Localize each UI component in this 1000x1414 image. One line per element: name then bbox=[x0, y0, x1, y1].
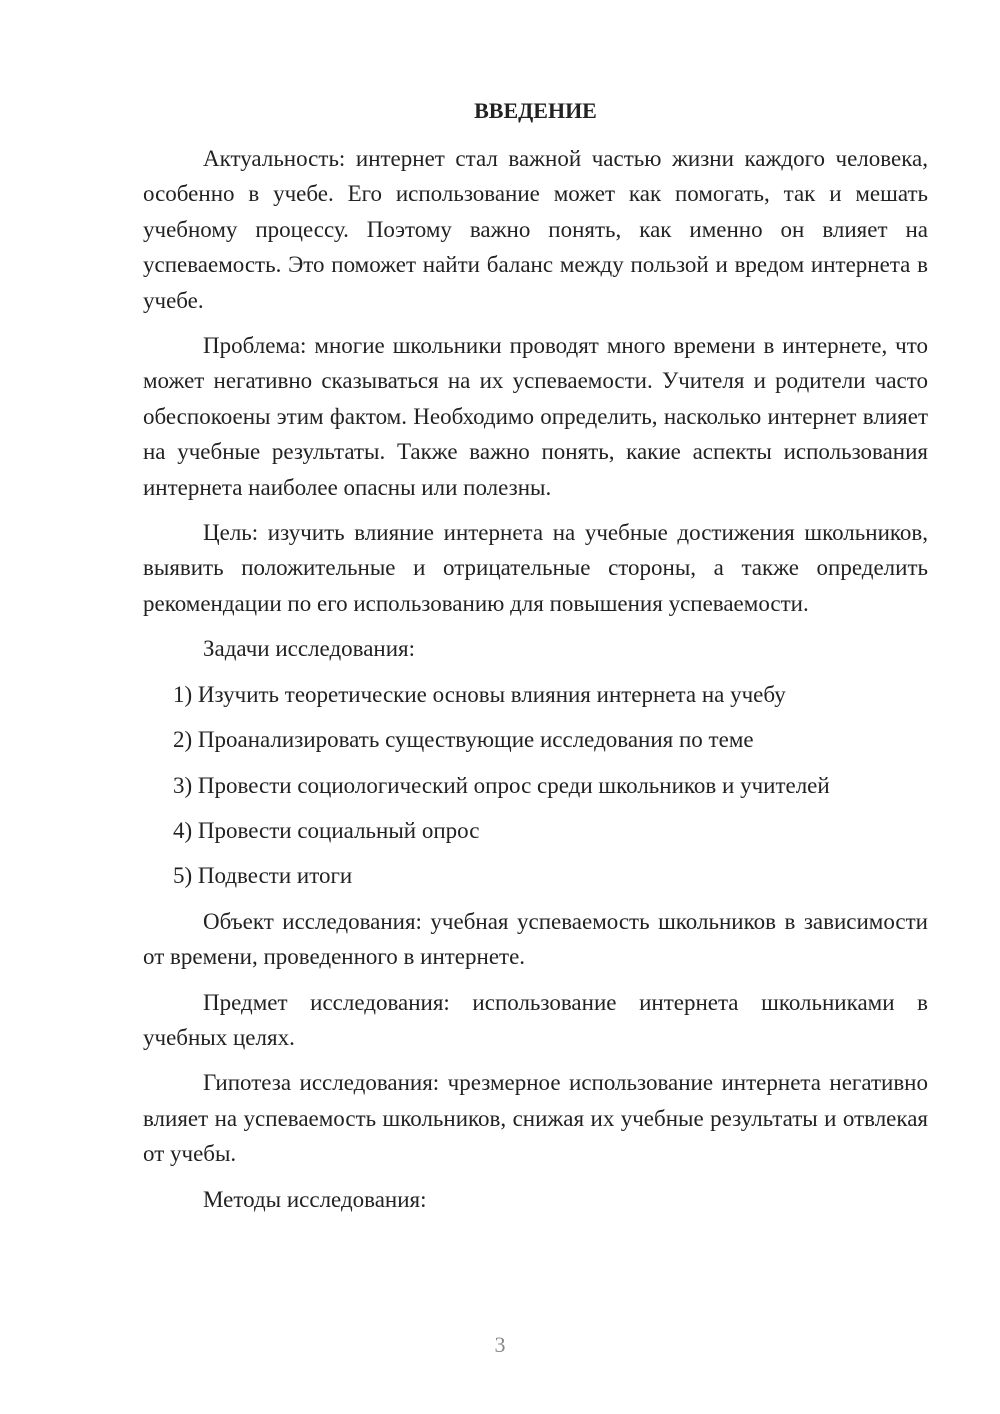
tasks-heading: Задачи исследования: bbox=[203, 636, 416, 662]
document-page bbox=[143, 96, 928, 1227]
relevance-paragraph: Актуальность: интернет стал важной частью жизни каждого человека, особенно в учебе. Его использование может как помогать, так и мешать учебному процессу. Поэтому важно понять, как именно он влияет на успеваемость. Это поможет найти баланс между пользой и вредом интернета в учебе. bbox=[143, 146, 928, 313]
list-item: 2) Проанализировать существующие исследования по теме bbox=[173, 727, 754, 753]
object-paragraph: Объект исследования: учебная успеваемость школьников в зависимости от времени, проведенного в интернете. bbox=[143, 908, 928, 970]
page-title: ВВЕДЕНИЕ bbox=[474, 98, 597, 123]
page-number: 3 bbox=[494, 1332, 506, 1357]
list-item: 3) Провести социологический опрос среди школьников и учителей bbox=[173, 772, 830, 798]
subject-paragraph: Предмет исследования: использование интернета школьниками в учебных целях. bbox=[143, 989, 928, 1050]
list-item: 4) Провести социальный опрос bbox=[173, 817, 480, 843]
problem-paragraph: Проблема: многие школьники проводят много времени в интернете, что может негативно сказываться на их успеваемости. Учителя и родители часто обеспокоены этим фактом. Необходимо определить, насколько интернет влияет на учебные результаты. Также важно понять, какие аспекты использования интернета наиболее опасны или полезны. bbox=[143, 333, 928, 500]
methods-heading: Методы исследования: bbox=[203, 1186, 427, 1212]
list-item: 1) Изучить теоретические основы влияния интернета на учебу bbox=[173, 681, 786, 707]
goal-paragraph: Цель: изучить влияние интернета на учебные достижения школьников, выявить положительные и отрицательные стороны, а также определить рекомендации по его использованию для повышения успеваемости. bbox=[143, 520, 928, 616]
list-item: 5) Подвести итоги bbox=[173, 863, 353, 889]
hypothesis-paragraph: Гипотеза исследования: чрезмерное использование интернета негативно влияет на успеваемость школьников, снижая их учебные результаты и отвлекая от учебы. bbox=[143, 1070, 928, 1167]
